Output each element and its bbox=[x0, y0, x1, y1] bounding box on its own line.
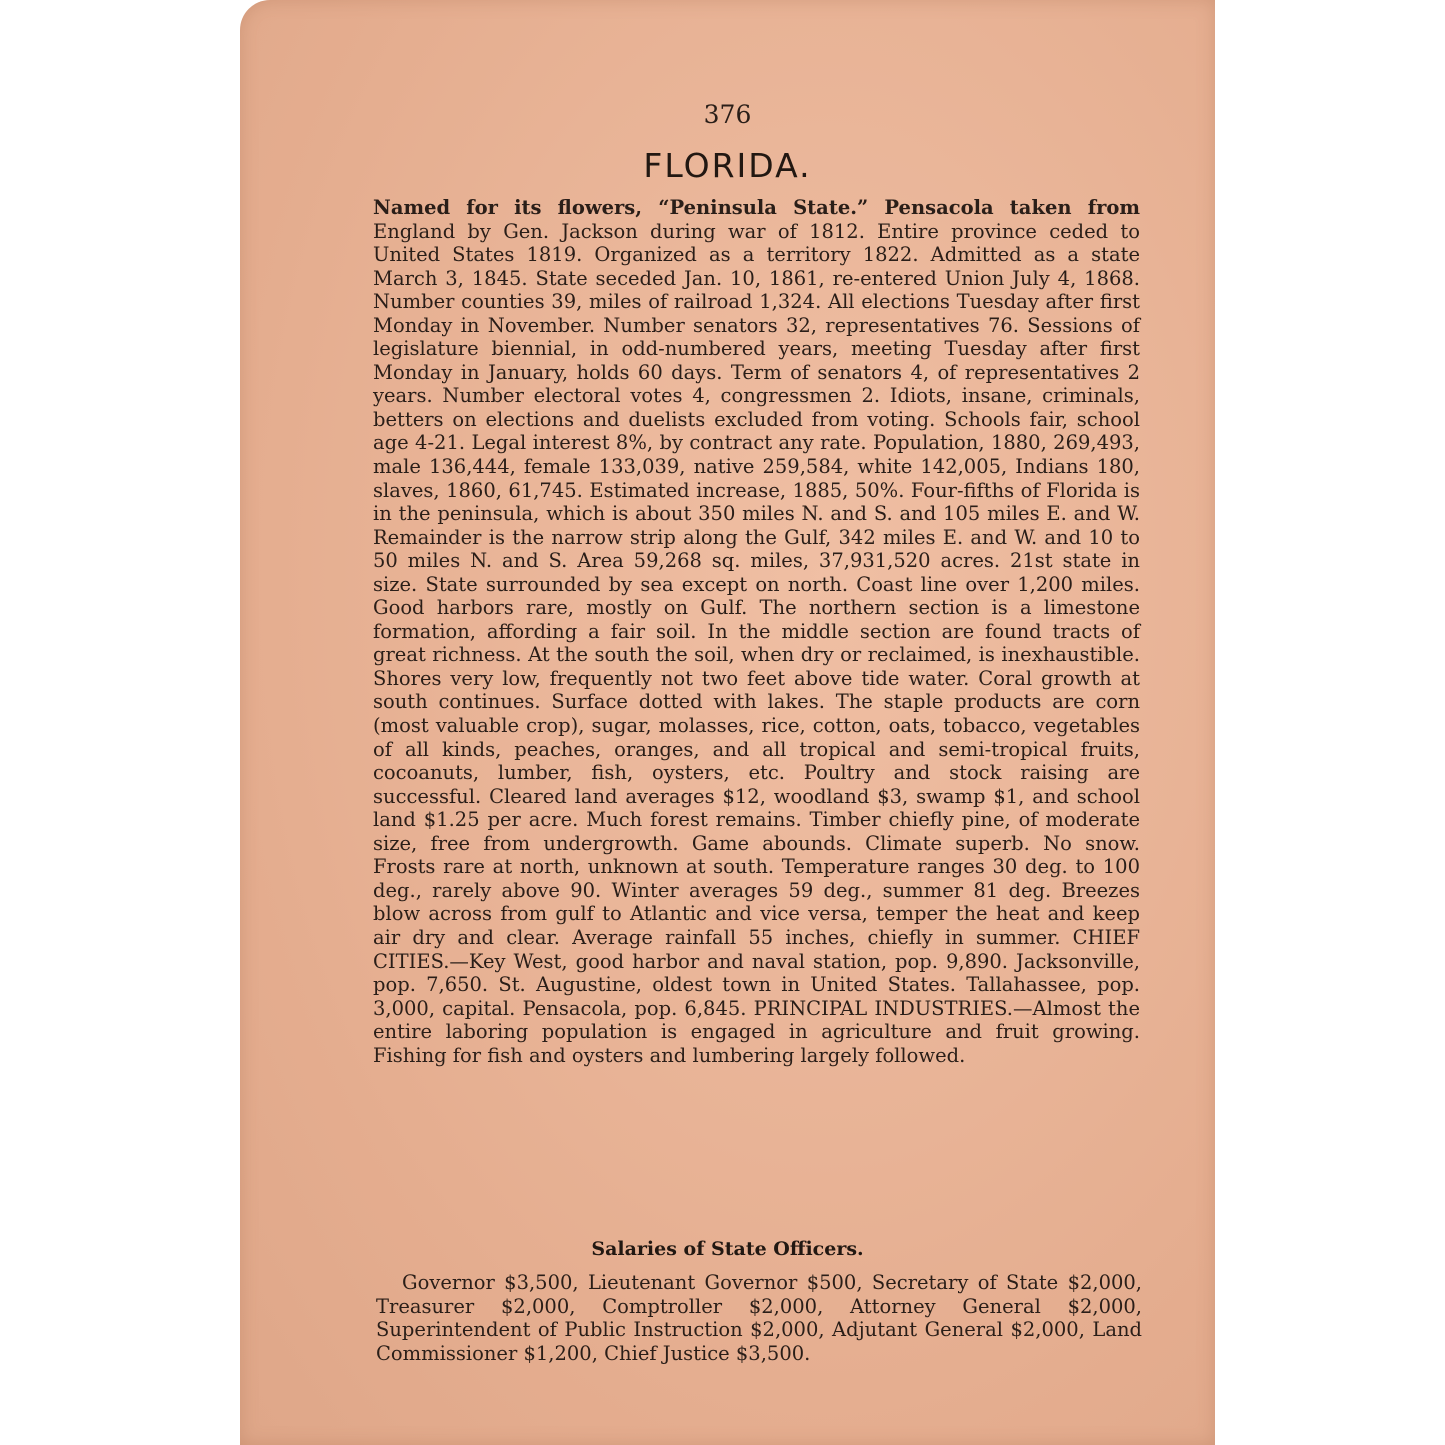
article-lead: Named for its flowers, “Peninsula State.” Pensacola taken from bbox=[373, 196, 1140, 219]
salaries-heading: Salaries of State Officers. bbox=[591, 1238, 864, 1260]
article-body bbox=[373, 196, 1140, 1067]
page-title: FLORIDA. bbox=[643, 146, 812, 185]
article-text: England by Gen. Jackson during war of 1812. Entire province ceded to United States 1819. Organized as a territory 1822. Admitted as a state March 3, 1845. State seceded Jan. 10, 1861, re-entered Union July 4, 1868. Number counties 39, miles of railroad 1,324. All elections Tuesday after first Monday in November. Number senators 32, representatives 76. Sessions of legislature biennial, in odd-numbered years, meeting Tuesday after first Monday in January, holds 60 days. Term of senators 4, of representatives 2 years. Number electoral votes 4, congressmen 2. Idiots, insane, criminals, betters on elections and duelists excluded from voting. Schools fair, school age 4-21. Legal interest 8%, by contract any rate. Population, 1880, 269,493, male 136,444, female 133,039, native 259,584, white 142,005, Indians 180, slaves, 1860, 61,745. Estimated increase, 1885, 50%. Four-fifths of Florida is in the peninsula, which is about 350 miles N. and S. and 105 miles E. and W. Remainder is the narrow strip along the Gulf, 342 miles E. and W. and 10 to 50 miles N. and S. Area 59,268 sq. miles, 37,931,520 acres. 21st state in size. State surrounded by sea except on north. Coast line over 1,200 miles. Good harbors rare, mostly on Gulf. The northern section is a limestone formation, affording a fair soil. In the middle section are found tracts of great richness. At the south the soil, when dry or reclaimed, is inexhaustible. Shores very low, frequently not two feet above tide water. Coral growth at south continues. Surface dotted with lakes. The staple products are corn (most valuable crop), sugar, molasses, rice, cotton, oats, tobacco, vegetables of all kinds, peaches, oranges, and all tropical and semi-tropical fruits, cocoanuts, lumber, fish, oysters, etc. Poultry and stock raising are successful. Cleared land averages $12, woodland $3, swamp $1, and school land $1.25 per acre. Much forest remains. Timber chiefly pine, of moderate size, free from undergrowth. Game abounds. Climate superb. No snow. Frosts rare at north, unknown at south. Temperature ranges 30 deg. to 100 deg., rarely above 90. Winter averages 59 deg., summer 81 deg. Breezes blow across from gulf to Atlantic and vice versa, temper the heat and keep air dry and clear. Average rainfall 55 inches, chiefly in summer. CHIEF CITIES.—Key West, good harbor and naval station, pop. 9,890. Jacksonville, pop. 7,650. St. Augustine, oldest town in United States. Tallahassee, pop. 3,000, capital. Pensacola, pop. 6,845. PRINCIPAL INDUSTRIES.—Almost the entire laboring population is engaged in agriculture and fruit growing. Fishing for fish and oysters and lumbering largely followed. bbox=[373, 219, 1140, 1067]
page-number: 376 bbox=[703, 100, 752, 129]
book-page bbox=[240, 0, 1215, 1445]
salaries-text: Governor $3,500, Lieutenant Governor $500, Secretary of State $2,000, Treasurer $2,000, Comptroller $2,000, Attorney General $2,000, Superintendent of Public Instruction $2,000, Adjutant General $2,000, Land Commissioner $1,200, Chief Justice $3,500. bbox=[376, 1271, 1142, 1365]
